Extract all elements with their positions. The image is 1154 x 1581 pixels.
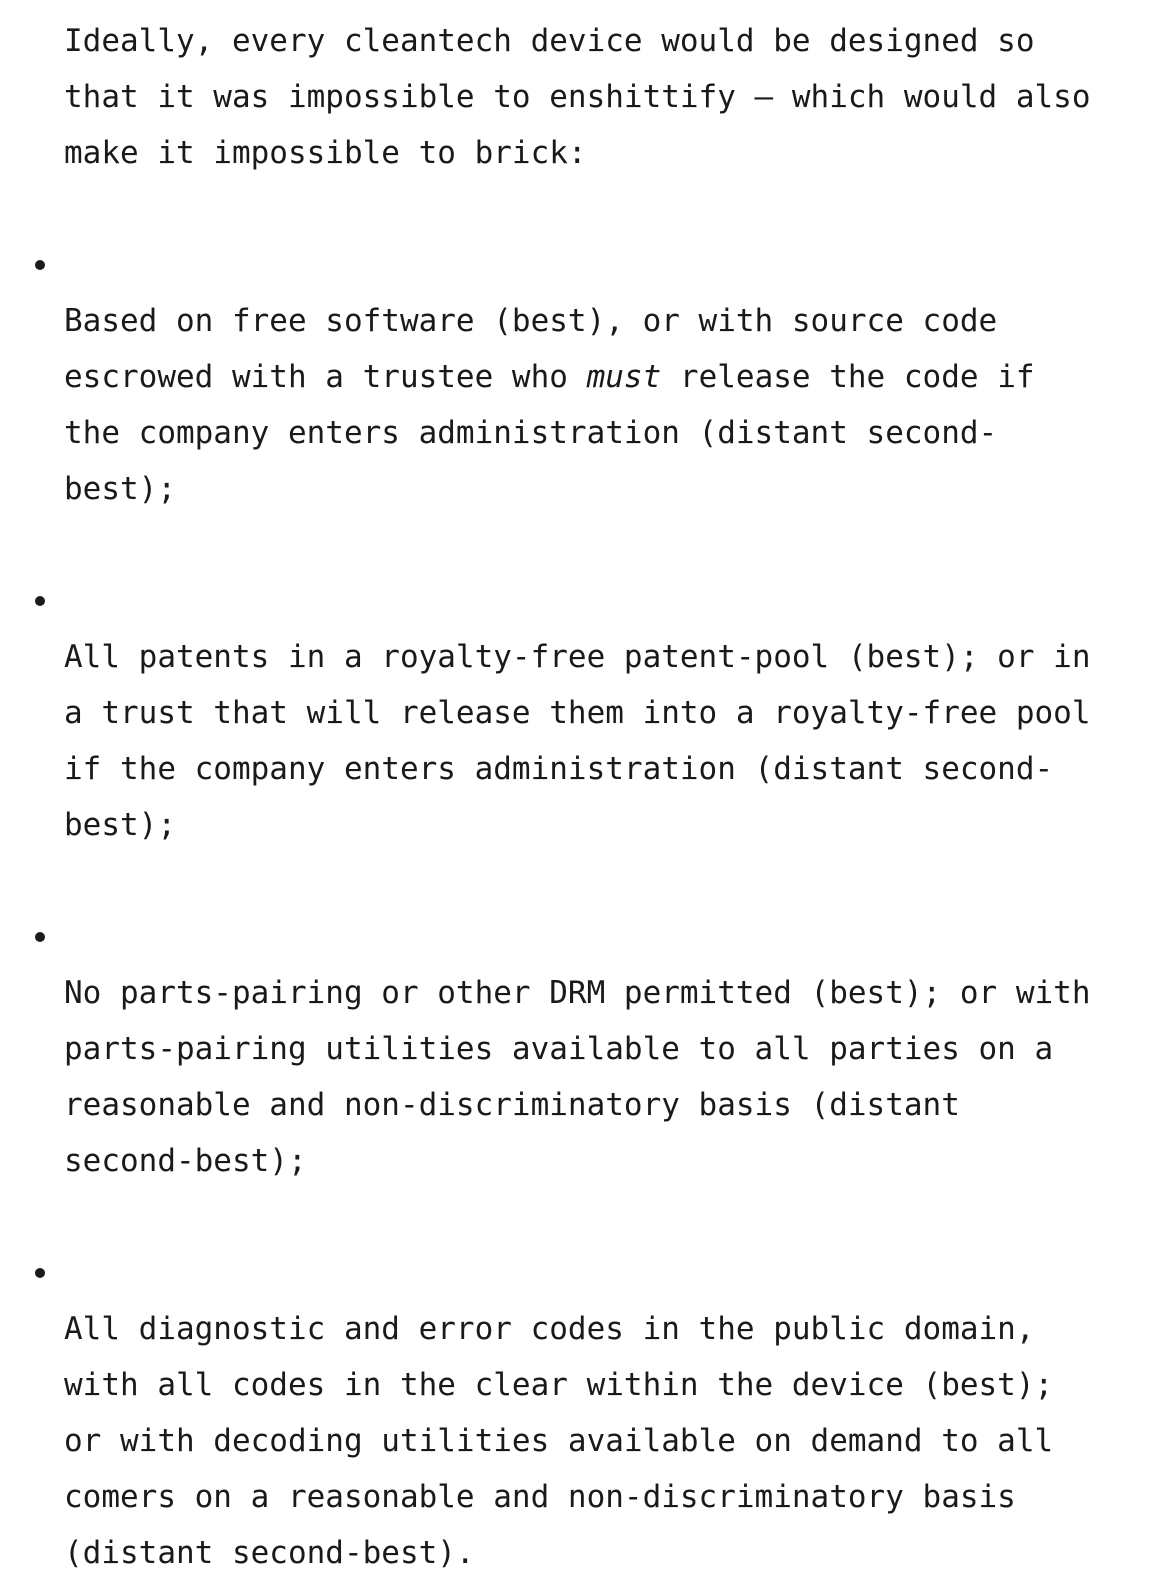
list-item-text: release the code if the company enters administration (distant second- best); <box>64 359 1035 507</box>
list-item-parts-pairing <box>64 909 1134 1189</box>
list-item-text: Based on free software (best), or with source code escrowed with a trustee who <box>64 303 998 395</box>
emphasis-text: must <box>586 359 662 395</box>
list-item-text: All diagnostic and error codes in the public domain, with all codes in the clear within the device (best); or with decoding utilities available on demand to all comers on a reasonable and non-discriminatory basis (distant second-best). <box>64 1311 1054 1571</box>
list-item-text: No parts-pairing or other DRM permitted (best); or with parts-pairing utilities available to all parties on a reasonable and non-discriminatory basis (distant second-best); <box>64 975 1091 1179</box>
list-item-text: All patents in a royalty-free patent-pool (best); or in a trust that will release them into a royalty-free pool if the company enters administration (distant second- best); <box>64 639 1091 843</box>
bullet-icon <box>35 596 45 606</box>
requirements-list <box>64 237 1134 1581</box>
article-content <box>64 13 1134 1581</box>
bullet-icon <box>35 260 45 270</box>
list-item-diagnostic-codes <box>64 1245 1134 1581</box>
intro-paragraph: Ideally, every cleantech device would be designed so that it was impossible to enshittify – which would also make it impossible to brick: <box>64 23 1091 171</box>
bullet-icon <box>35 932 45 942</box>
bullet-icon <box>35 1268 45 1278</box>
list-item-patents <box>64 573 1134 853</box>
list-item-free-software <box>64 237 1134 517</box>
